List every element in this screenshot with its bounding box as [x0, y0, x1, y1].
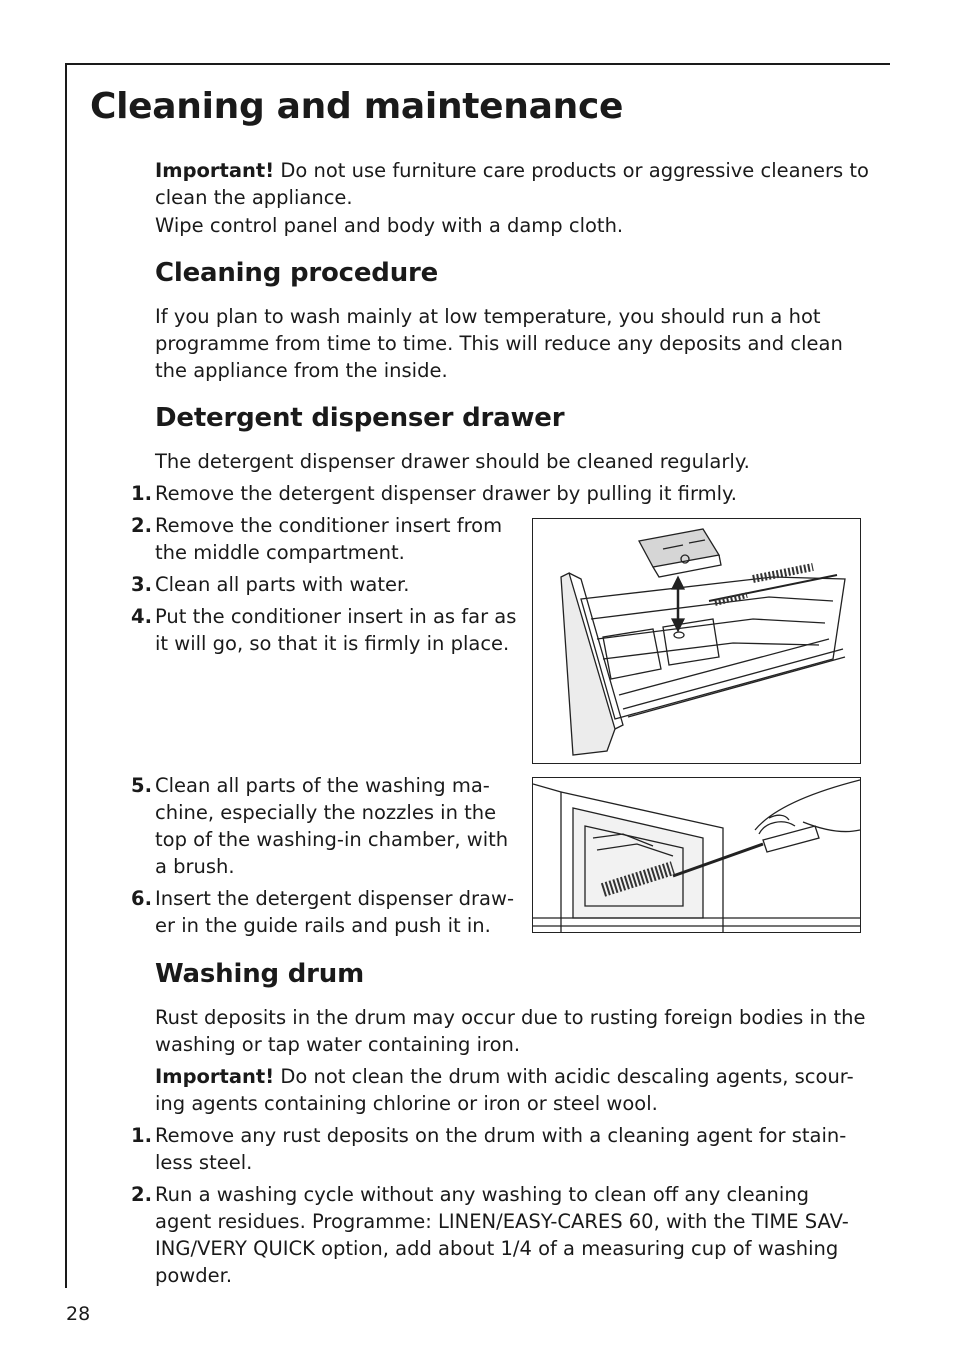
intro-wipe-paragraph: Wipe control panel and body with a damp cloth. [155, 214, 624, 237]
drum-step-1-number: 1. [131, 1124, 152, 1147]
cleaning-procedure-paragraph: If you plan to wash mainly at low temperature, you should run a hot programme from time to time. This will reduce any deposits and clean the appliance from the inside. [155, 305, 843, 382]
dispenser-step-2-text: Remove the conditioner insert from the middle compartment. [155, 514, 503, 564]
dispenser-step-4-text: Put the conditioner insert in as far as it will go, so that it is firmly in place. [155, 605, 517, 655]
dispenser-step-2-number: 2. [131, 514, 152, 537]
page-title: Cleaning and maintenance [90, 86, 624, 127]
dispenser-heading: Detergent dispenser drawer [155, 403, 565, 433]
drum-step-2-text: Run a washing cycle without any washing to clean off any cleaning agent residues. Programme: LINEN/EASY-CARES 60, with the TIME SAV- ING/VERY QUICK option, add about 1/4 of a measuring cup of washing powder. [155, 1183, 849, 1287]
page-number: 28 [66, 1303, 91, 1325]
dispenser-drawer-drawing [533, 519, 860, 763]
dispenser-step-3-text: Clean all parts with water. [155, 573, 410, 596]
washing-drum-heading: Washing drum [155, 959, 365, 989]
important-label: Important! [155, 159, 275, 182]
washing-drum-paragraph: Rust deposits in the drum may occur due to rusting foreign bodies in the washing or tap water containing iron. [155, 1006, 866, 1056]
dispenser-step-3-number: 3. [131, 573, 152, 596]
dispenser-step-1-number: 1. [131, 482, 152, 505]
drum-step-2-number: 2. [131, 1183, 152, 1206]
dispenser-step-6-number: 6. [131, 887, 152, 910]
dispenser-step-5-number: 5. [131, 774, 152, 797]
dispenser-drawer-illustration [532, 518, 861, 764]
dispenser-step-6-text: Insert the detergent dispenser draw- er in the guide rails and push it in. [155, 887, 514, 937]
dispenser-step-5-text: Clean all parts of the washing ma- chine, especially the nozzles in the top of the washing-in chamber, with a brush. [155, 774, 509, 878]
brush-cleaning-drawing [533, 778, 860, 932]
washing-drum-important-paragraph [155, 1063, 870, 1117]
brush-cleaning-illustration [532, 777, 861, 933]
page-frame-left-rule [65, 63, 67, 1288]
cleaning-procedure-heading: Cleaning procedure [155, 258, 439, 288]
dispenser-step-1-text: Remove the detergent dispenser drawer by pulling it firmly. [155, 482, 738, 505]
important-text: Do not use furniture care products or aggressive cleaners to clean the appliance. [155, 159, 869, 209]
page-frame-top-rule [65, 63, 890, 65]
dispenser-intro-paragraph: The detergent dispenser drawer should be cleaned regularly. [155, 450, 750, 473]
drum-step-1-text: Remove any rust deposits on the drum with a cleaning agent for stain- less steel. [155, 1124, 847, 1174]
intro-important-paragraph [155, 157, 870, 211]
dispenser-step-4-number: 4. [131, 605, 152, 628]
drum-important-text: Do not clean the drum with acidic descaling agents, scour- ing agents containing chlorine or iron or steel wool. [155, 1065, 854, 1115]
drum-important-label: Important! [155, 1065, 275, 1088]
